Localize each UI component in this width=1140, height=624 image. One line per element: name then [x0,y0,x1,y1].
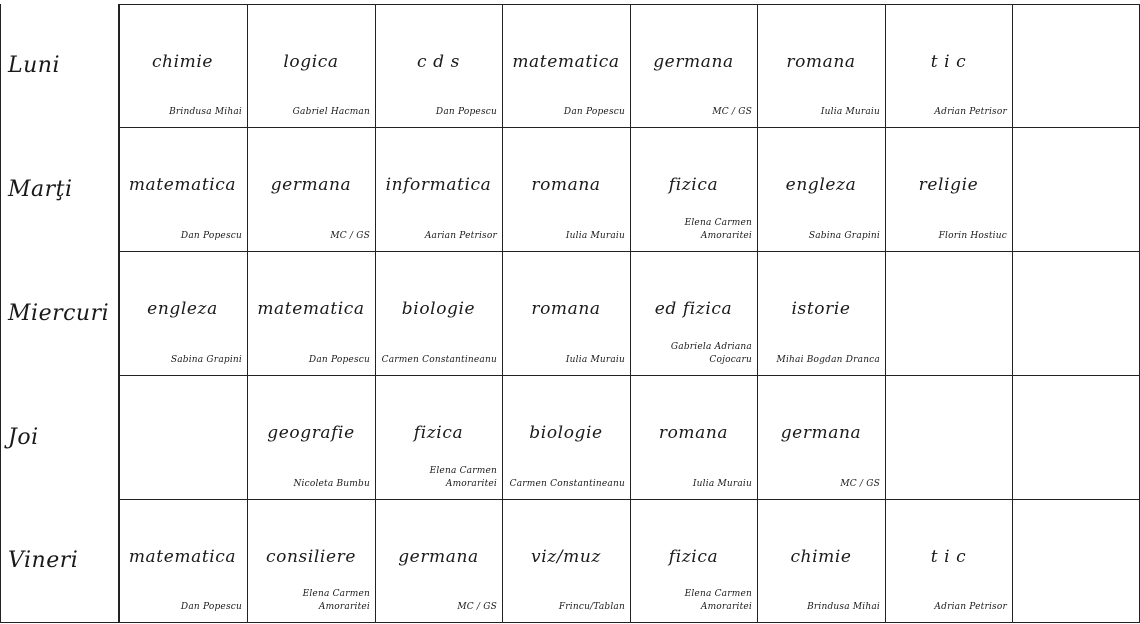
lesson-cell [757,499,885,622]
lesson-subject: fizica [668,175,719,195]
lesson-cell [1012,251,1139,375]
lesson-teacher: Carmen Constantineanu [509,479,625,489]
grid-line-vertical [375,4,376,623]
lesson-subject: matematica [128,547,237,567]
lesson-subject: ed fizica [654,299,733,319]
lesson-subject: istorie [791,299,851,319]
lesson-teacher: Adrian Petrisor [934,602,1007,612]
day-label: Luni [8,53,60,78]
lesson-subject: germana [270,175,352,195]
day-cell [0,251,118,375]
lesson-cell [885,375,1012,499]
lesson-teacher: Dan Popescu [180,231,242,241]
lesson-cell [630,4,757,127]
grid-line-horizontal [118,375,1140,376]
lesson-subject: fizica [413,423,464,443]
lesson-cell [757,4,885,127]
lesson-subject: t i c [930,547,967,567]
lesson-subject: geografie [267,423,355,443]
lesson-cell [118,375,247,499]
lesson-subject: chimie [790,547,852,567]
lesson-cell [118,251,247,375]
day-label: Marţi [8,176,73,202]
lesson-cell [375,4,502,127]
lesson-subject: viz/muz [531,547,601,567]
lesson-teacher: Gabriela Adriana Cojocaru [670,342,752,365]
day-label: Vineri [8,548,79,573]
day-cell [0,499,118,622]
lesson-subject: chimie [151,52,214,72]
lesson-teacher: Dan Popescu [563,107,625,117]
lesson-teacher: Dan Popescu [308,355,370,365]
lesson-cell [1012,127,1139,251]
lesson-cell [502,127,630,251]
day-label: Joi [8,424,39,450]
grid-line-vertical [630,4,631,623]
lesson-teacher: Frincu/Tablan [558,602,625,612]
lesson-teacher: Nicoleta Bumbu [293,479,370,489]
lesson-teacher: Mihai Bogdan Dranca [776,355,880,365]
lesson-subject: logica [283,52,339,72]
lesson-teacher: Dan Popescu [180,602,242,612]
lesson-teacher: Brindusa Mihai [807,602,880,612]
lesson-cell [757,127,885,251]
lesson-cell [247,251,375,375]
grid-line-vertical [247,4,248,623]
lesson-subject: consiliere [266,547,356,567]
lesson-cell [247,4,375,127]
lesson-cell [885,4,1012,127]
grid-line-horizontal [118,499,1140,500]
lesson-subject: t i c [930,52,967,72]
day-cell [0,4,118,127]
lesson-teacher: Elena Carmen Amoraritei [684,218,752,241]
lesson-subject: biologie [529,423,603,443]
grid-line-vertical [1012,4,1013,623]
grid-line-vertical [502,4,503,623]
lesson-subject: germana [653,52,734,72]
lesson-teacher: Elena Carmen Amoraritei [429,466,497,489]
lesson-cell [885,251,1012,375]
grid-line-vertical [757,4,758,623]
lesson-subject: engleza [147,299,218,319]
grid-line-vertical [885,4,886,623]
lesson-teacher: Elena Carmen Amoraritei [684,589,752,612]
lesson-subject: biologie [401,299,476,319]
lesson-subject: romana [531,299,601,319]
lesson-cell [375,127,502,251]
lesson-cell [247,499,375,622]
lesson-cell [630,251,757,375]
lesson-cell [1012,499,1139,622]
grid-line-horizontal [0,622,1140,623]
grid-line-vertical [0,4,1,623]
lesson-teacher: MC / GS [840,479,880,489]
lesson-cell [118,4,247,127]
lesson-cell [118,499,247,622]
lesson-teacher: Iulia Muraiu [565,355,625,365]
lesson-cell [247,375,375,499]
lesson-subject: germana [398,547,479,567]
lesson-teacher: MC / GS [330,231,370,241]
lesson-subject: informatica [385,175,492,195]
lesson-cell [1012,4,1139,127]
lesson-cell [630,127,757,251]
lesson-teacher: Iulia Muraiu [565,231,625,241]
lesson-cell [502,499,630,622]
grid-line-horizontal [118,127,1140,128]
lesson-subject: fizica [668,547,719,567]
grid-line-vertical [118,4,120,623]
lesson-subject: romana [658,423,729,443]
lesson-teacher: Florin Hostiuc [938,231,1007,241]
lesson-cell [375,499,502,622]
grid-line-horizontal [118,251,1140,252]
day-cell [0,127,118,251]
lesson-teacher: MC / GS [457,602,497,612]
lesson-cell [630,375,757,499]
lesson-teacher: Brindusa Mihai [169,107,242,117]
grid-line-horizontal [118,4,1140,5]
lesson-teacher: Sabina Grapini [170,355,242,365]
lesson-teacher: Iulia Muraiu [692,479,752,489]
lesson-subject: romana [531,175,601,195]
lesson-subject: religie [918,175,979,195]
lesson-teacher: Gabriel Hacman [292,107,370,117]
lesson-subject: romana [786,52,856,72]
lesson-subject: engleza [785,175,857,195]
lesson-cell [1012,375,1139,499]
lesson-teacher: Aarian Petrisor [424,231,497,241]
lesson-cell [375,251,502,375]
lesson-cell [630,499,757,622]
lesson-teacher: Dan Popescu [435,107,497,117]
lesson-teacher: Elena Carmen Amoraritei [302,589,370,612]
lesson-cell [375,375,502,499]
lesson-subject: matematica [512,52,620,72]
lesson-teacher: MC / GS [712,107,752,117]
lesson-cell [757,251,885,375]
lesson-cell [885,499,1012,622]
day-label: Miercuri [8,300,110,326]
lesson-subject: matematica [128,175,237,195]
lesson-subject: c d s [417,52,460,72]
lesson-cell [502,375,630,499]
lesson-teacher: Sabina Grapini [808,231,880,241]
lesson-teacher: Adrian Petrisor [934,107,1007,117]
lesson-cell [885,127,1012,251]
lesson-teacher: Carmen Constantineanu [381,355,497,365]
lesson-cell [757,375,885,499]
lesson-cell [502,4,630,127]
lesson-cell [118,127,247,251]
lesson-cell [247,127,375,251]
lesson-subject: germana [780,423,862,443]
lesson-subject: matematica [257,299,365,319]
lesson-teacher: Iulia Muraiu [820,107,880,117]
day-cell [0,375,118,499]
lesson-cell [502,251,630,375]
